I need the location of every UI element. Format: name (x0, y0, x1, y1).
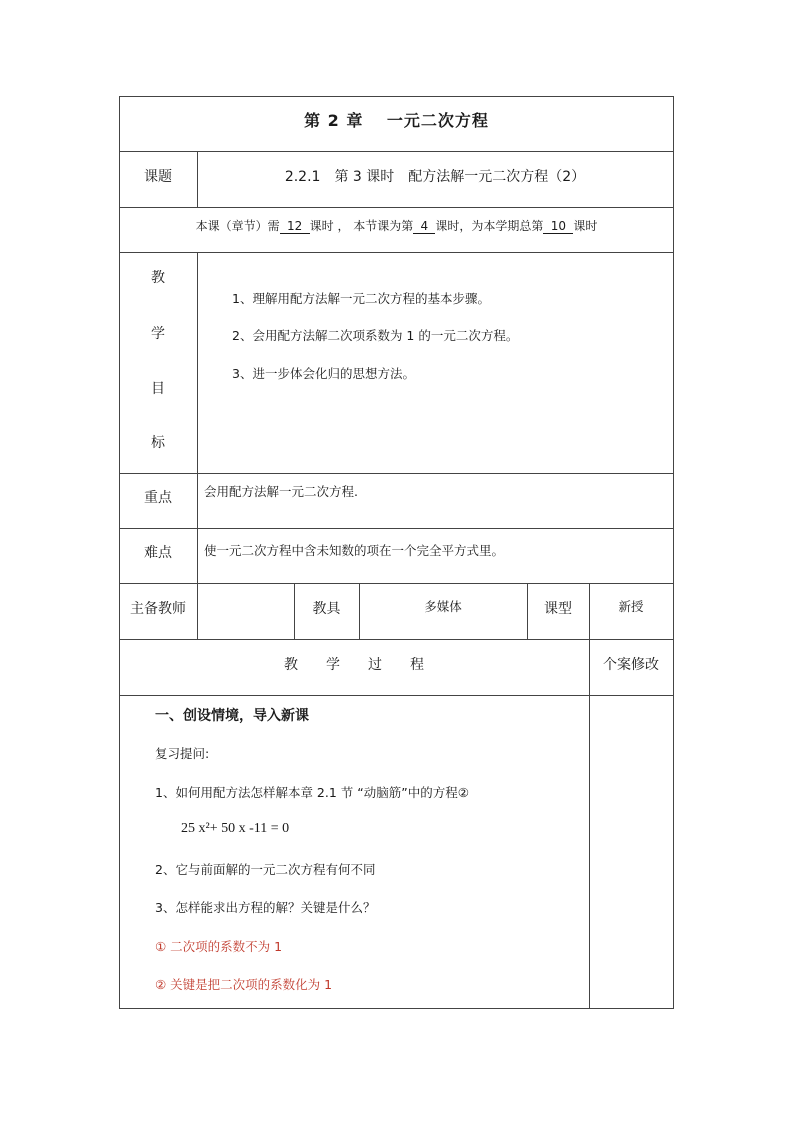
lesson-type-value: 新授 (618, 599, 644, 614)
table-border (119, 252, 674, 253)
table-border (589, 583, 590, 1009)
topic-label: 课题 (144, 169, 172, 185)
equation: 25 x²+ 50 x -11 = 0 (181, 821, 290, 836)
objective-item: 1、理解用配方法解一元二次方程的基本步骤。 (232, 291, 490, 306)
answer-1: ① 二次项的系数不为 1 (155, 939, 283, 954)
table-border (119, 96, 674, 97)
table-border (119, 1008, 674, 1009)
hours-line (119, 217, 674, 234)
table-border (119, 695, 674, 696)
question-3: 3、怎样能求出方程的解？关键是什么？ (155, 900, 376, 915)
semester-hour: 10 (543, 219, 573, 234)
current-hour: 4 (413, 219, 435, 234)
objectives-label-char: 学 (151, 326, 165, 342)
question-2: 2、它与前面解的一元二次方程有何不同 (155, 862, 376, 877)
table-border (119, 207, 674, 208)
hours-text-1: 本课（章节）需 (195, 219, 280, 233)
key-point-value: 会用配方法解一元二次方程. (204, 484, 358, 499)
modify-header: 个案修改 (603, 657, 659, 673)
table-border (119, 528, 674, 529)
hours-text-4: 课时 (573, 219, 598, 233)
objective-item: 3、进一步体会化归的思想方法。 (232, 366, 415, 381)
difficulty-value: 使一元二次方程中含未知数的项在一个完全平方式里。 (204, 543, 505, 558)
section-title: 一、创设情境，导入新课 (155, 708, 309, 724)
tools-value: 多媒体 (424, 599, 462, 614)
objectives-label-char: 标 (151, 435, 165, 451)
process-header: 教 学 过 程 (284, 657, 424, 673)
hours-text-3: 课时，为本学期总第 (435, 219, 544, 233)
tools-label: 教具 (312, 601, 341, 617)
objectives-label-char: 教 (151, 270, 165, 286)
lesson-type-label: 课型 (544, 601, 572, 617)
review-heading: 复习提问: (155, 746, 210, 761)
table-border (197, 252, 198, 639)
table-border (119, 583, 674, 584)
topic-value: 2.2.1 第 3 课时 配方法解一元二次方程（2） (284, 169, 586, 185)
hours-text-2: 课时 ， 本节课为第 (309, 219, 414, 233)
table-border (119, 151, 674, 152)
table-border (119, 639, 674, 640)
objective-item: 2、会用配方法解二次项系数为 1 的一元二次方程。 (232, 328, 519, 343)
chapter-title: 第 2 章 一元二次方程 (304, 111, 489, 130)
teacher-label: 主备教师 (130, 601, 186, 617)
total-hours: 12 (280, 219, 310, 234)
objectives-label-char: 目 (151, 381, 165, 397)
difficulty-label: 难点 (144, 545, 172, 561)
table-border (119, 473, 674, 474)
key-point-label: 重点 (144, 490, 172, 506)
question-1: 1、如何用配方法怎样解本章 2.1 节 “动脑筋”中的方程② (155, 785, 469, 800)
answer-2: ② 关键是把二次项的系数化为 1 (155, 977, 333, 992)
